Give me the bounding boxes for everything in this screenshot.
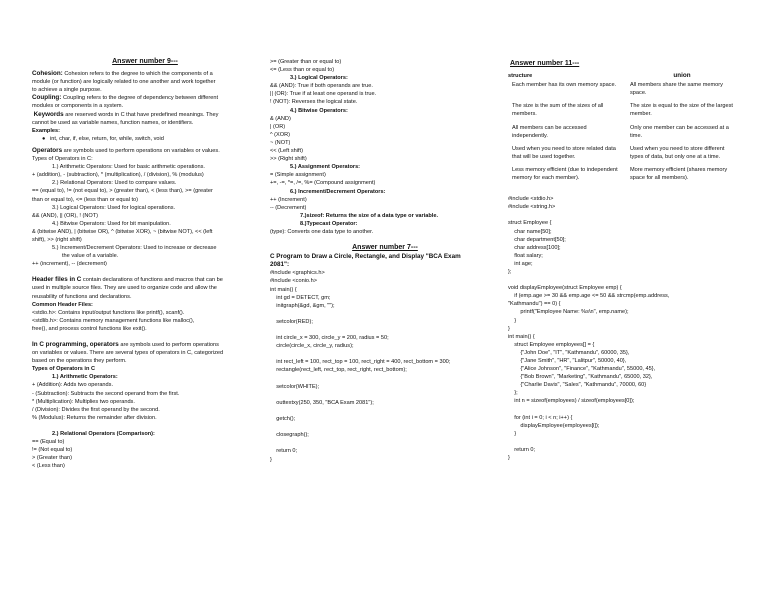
code-line: char department[50]; — [508, 236, 566, 243]
structure-cell: Used when you need to store related data that will be used together. — [512, 145, 616, 160]
ops-line: && (AND), || (OR), ! (NOT) — [32, 212, 98, 219]
cohesion-paragraph: Cohesion: Cohesion refers to the degree to which the components of a — [32, 70, 213, 78]
header-item: <stdlib.h>: Contains memory management functions like malloc(), — [32, 317, 195, 324]
keywords-line: cannot be used as variable names, function names, or identifiers. — [32, 119, 194, 126]
coupling-paragraph: Coupling: Coupling refers to the degree of dependency between different — [32, 94, 219, 102]
operators-paragraph: Operators are symbols used to perform operations on variables or values. — [32, 146, 220, 154]
code-line: int main() { — [508, 333, 535, 340]
common-headers-label: Common Header Files: — [32, 301, 93, 308]
ops-line: the value of a variable. — [62, 253, 119, 260]
ops-line: 1.) Arithmetic Operators: Used for basic arithmetic operations. — [52, 164, 205, 171]
arith-line: + (Addition): Adds two operands. — [32, 382, 114, 389]
code-line: } — [508, 455, 510, 462]
code-line: #include <string.h> — [508, 204, 556, 211]
arith-heading: 1.) Arithmetic Operators: — [52, 374, 118, 381]
code-line: #include <graphics.h> — [270, 270, 325, 277]
keywords-paragraph: Keywords are reserved words in C that have predefined meanings. They — [33, 110, 219, 118]
code-line: } — [270, 456, 272, 463]
code-line: if (emp.age >= 30 && emp.age <= 50 && strcmp(emp.address, — [508, 293, 670, 300]
ops-line: & (bitwise AND), | (bitwise OR), ^ (bitwise XOR), ~ (bitwise NOT), << (left — [32, 228, 213, 235]
c-operators-paragraph: In C programming, operators are symbols used to perform operations — [32, 341, 219, 348]
graphics-code-block — [270, 269, 500, 463]
assign-line: +=, -=, *=, /=, %= (Compound assignment) — [270, 180, 376, 187]
assign-line: = (Simple assignment) — [270, 172, 326, 179]
code-line: struct Employee employees[] = { — [508, 341, 595, 348]
code-line: char address[100]; — [508, 244, 561, 251]
answer-7-heading: 2081": — [270, 261, 290, 269]
comparison-header — [508, 72, 738, 80]
union-cell: More memory efficient (shares memory space for all members). — [630, 166, 728, 182]
code-line: float salary; — [508, 252, 543, 259]
code-line: getch(); — [270, 416, 296, 423]
code-line: #include <conio.h> — [270, 278, 317, 285]
header-item: <stdio.h>: Contains input/output functions like printf(), scanf(). — [32, 309, 185, 316]
code-line: for (int i = 0; i < n; i++) { — [508, 414, 573, 421]
assign-heading: 5.) Assignment Operators: — [290, 164, 361, 171]
ops-line: shift), >> (right shift) — [32, 236, 82, 243]
incdec-line: ++ (Increment) — [270, 196, 307, 203]
code-line: int n = sizeof(employees) / sizeof(employees[0]); — [508, 398, 635, 405]
code-line: } — [508, 430, 517, 437]
answer-9-title: Answer number 9--- — [112, 58, 178, 65]
logical-line: && (AND): True if both operands are true. — [270, 83, 373, 90]
keyword-bullet: ● int, char, if, else, return, for, while, switch, void — [42, 135, 164, 142]
union-cell: Only one member can be accessed at a time. — [630, 124, 729, 139]
code-line: displayEmployee(employees[i]); — [508, 422, 600, 429]
rel-line: == (Equal to) — [32, 439, 65, 446]
bitwise-line: ^ (XOR) — [270, 131, 291, 138]
types-heading: Types of Operators in C — [32, 366, 95, 373]
code-line: struct Employee { — [508, 220, 552, 227]
rel-line: > (Greater than) — [32, 455, 72, 462]
structure-cell: Less memory efficient (due to independent memory for each member). — [512, 166, 618, 182]
ops-line: than or equal to), <= (less than or equal to) — [32, 196, 139, 203]
comparison-row — [508, 81, 738, 97]
code-line: int gd = DETECT, gm; — [270, 294, 331, 301]
examples-label: Examples: — [32, 127, 60, 134]
code-line — [508, 276, 738, 284]
union-cell: All members share the same memory space. — [630, 82, 723, 97]
code-line — [270, 391, 500, 399]
header-item: free(), and process control functions like exit(). — [32, 325, 147, 332]
incdec-line: -- (Decrement) — [270, 204, 307, 211]
code-line: return 0; — [270, 448, 298, 455]
code-line: rectangle(rect_left, rect_top, rect_right, rect_bottom); — [270, 367, 407, 374]
rel-line: <= (Less than or equal to) — [270, 67, 335, 74]
structure-cell: The size is the sum of the sizes of all members. — [512, 103, 604, 118]
code-line: } — [508, 317, 517, 324]
code-line: "Kathmandu") == 0) { — [508, 301, 561, 308]
employee-code-block — [508, 195, 738, 462]
code-line: }; — [508, 268, 512, 275]
code-line: circle(circle_x, circle_y, radius); — [270, 343, 354, 350]
code-line: outtextxy(250, 350, "BCA Exam 2081"); — [270, 399, 374, 406]
arith-line: - (Subtraction): Subtracts the second operand from the first. — [32, 390, 180, 397]
rel-heading: 2.) Relational Operators (Comparison): — [52, 430, 155, 437]
union-cell: Used when you need to store different types of data, but only one at a time. — [630, 145, 725, 160]
code-line — [270, 439, 500, 447]
code-line — [508, 211, 738, 219]
code-line: setcolor(WHITE); — [270, 383, 320, 390]
code-line — [270, 350, 500, 358]
c-operators-line: on variables or values. There are several types of operators in C, categorized — [32, 350, 224, 357]
logical-line: || (OR): True if at least one operand is true. — [270, 91, 377, 98]
ops-line: 3.) Logical Operators: Used for logical operations. — [52, 204, 176, 211]
bitwise-line: & (AND) — [270, 115, 291, 122]
code-line — [270, 310, 500, 318]
header-line: reusability of functions and declarations. — [32, 293, 132, 300]
code-line — [508, 406, 738, 414]
c-operators-line: based on the operations they perform. — [32, 358, 127, 365]
code-line: setcolor(RED); — [270, 318, 313, 325]
rel-line: >= (Greater than or equal to) — [270, 59, 342, 65]
code-line: int circle_x = 300, circle_y = 200, radius = 50; — [270, 335, 389, 342]
comparison-table — [508, 81, 738, 182]
union-label: union — [673, 72, 691, 80]
ops-line: Types of Operators in C: — [32, 156, 93, 163]
column-answer-9 — [32, 58, 258, 470]
arith-line: / (Division): Divides the first operand by the second. — [32, 406, 160, 413]
code-line: char name[50]; — [508, 228, 552, 235]
code-line — [270, 423, 500, 431]
rel-line: != (Not equal to) — [32, 447, 73, 454]
header-files-paragraph: Header files in C contain declarations of functions and macros that can be — [32, 276, 223, 284]
column-operators-answer-7 — [270, 58, 500, 464]
coupling-line: modules or components in a system. — [32, 103, 124, 110]
rel-line: < (Less than) — [32, 463, 65, 470]
code-line — [270, 375, 500, 383]
code-line — [270, 407, 500, 415]
code-line — [270, 326, 500, 334]
code-line: initgraph(&gd, &gm, ""); — [270, 302, 335, 309]
bitwise-heading: 4.) Bitwise Operators: — [290, 107, 348, 114]
column-answer-11 — [508, 60, 738, 462]
comparison-row — [508, 124, 738, 140]
ops-line: + (addition), - (subtraction), * (multiplication), / (division), % (modulus) — [32, 172, 204, 179]
code-line: int rect_left = 100, rect_top = 100, rect_right = 400, rect_bottom = 300; — [270, 359, 451, 366]
typecast-line: 8.)Typecast Operator: — [300, 220, 358, 227]
structure-label: structure — [508, 73, 533, 80]
ops-line: == (equal to), != (not equal to), > (greater than), < (less than), >= (greater — [32, 188, 213, 195]
logical-heading: 3.) Logical Operators: — [290, 75, 348, 82]
cohesion-line: to achieve a single purpose. — [32, 87, 102, 94]
ops-line: 5.) Increment/Decrement Operators: Used to increase or decrease — [52, 245, 217, 252]
code-line: printf("Employee Name: %s\n", emp.name); — [508, 309, 629, 316]
ops-line: 4.) Bitwise Operators: Used for bit manipulation. — [52, 220, 171, 227]
answer-11-title: Answer number 11--- — [510, 60, 580, 67]
incdec-heading: 6.) Increment/Decrement Operators: — [290, 188, 386, 195]
comparison-row — [508, 166, 738, 182]
code-line: {"Charlie Davis", "Sales", "Kathmandu", 70000, 60} — [508, 382, 647, 389]
header-line: used in multiple source files. They are used to organize code and allow the — [32, 285, 217, 292]
bitwise-line: | (OR) — [270, 123, 286, 130]
code-line: {"Alice Johnson", "Finance", "Kathmandu", 55000, 45}, — [508, 366, 656, 373]
comparison-row — [508, 102, 738, 118]
code-line: } — [508, 325, 510, 332]
code-line: int main() { — [270, 286, 297, 293]
code-line: closegraph(); — [270, 432, 309, 439]
arith-line: * (Multiplication): Multiplies two operands. — [32, 398, 135, 405]
structure-cell: Each member has its own memory space. — [512, 82, 617, 89]
code-line: return 0; — [508, 447, 536, 454]
answer-7-title: Answer number 7--- — [352, 244, 418, 252]
code-line: int age; — [508, 260, 533, 267]
code-line: {"John Doe", "IT", "Kathmandu", 60000, 35}, — [508, 349, 630, 356]
bitwise-line: << (Left shift) — [270, 148, 303, 155]
ops-line: ++ (increment), -- (decrement) — [32, 261, 107, 268]
answer-7-heading: C Program to Draw a Circle, Rectangle, and Display "BCA Exam — [270, 253, 461, 261]
sizeof-line: 7.)sizeof: Returns the size of a data type or variable. — [300, 212, 439, 219]
code-line: void displayEmployee(struct Employee emp) { — [508, 285, 622, 292]
code-line: {"Bob Brown", "Marketing", "Kathmandu", 65000, 32}, — [508, 374, 653, 381]
cohesion-line: module (or function) are logically related to one another and work together — [32, 79, 216, 86]
code-line: #include <stdio.h> — [508, 196, 554, 203]
arith-line: % (Modulus): Returns the remainder after division. — [32, 414, 157, 421]
logical-line: ! (NOT): Reverses the logical state. — [270, 99, 358, 106]
union-cell: The size is equal to the size of the largest member. — [630, 103, 733, 118]
code-line: {"Jane Smith", "HR", "Lalitpur", 50000, 40}, — [508, 358, 627, 364]
code-line: }; — [508, 390, 518, 397]
bullet-icon: ● — [42, 135, 46, 142]
structure-cell: All members can be accessed independently. — [512, 124, 587, 139]
ops-line: 2.) Relational Operators: Used to compare values. — [52, 180, 177, 187]
bitwise-line: ~ (NOT) — [270, 139, 291, 146]
type-line: (type): Converts one data type to another. — [270, 228, 374, 235]
code-line — [508, 438, 738, 446]
bitwise-line: >> (Right shift) — [270, 156, 307, 163]
comparison-row — [508, 145, 738, 161]
